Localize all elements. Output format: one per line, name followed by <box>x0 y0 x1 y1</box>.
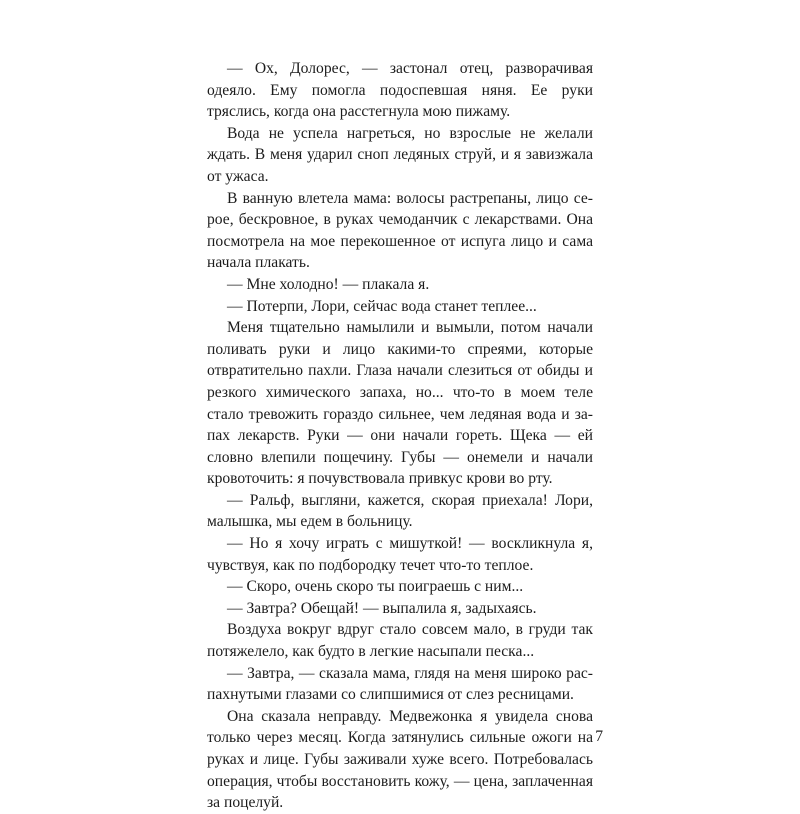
paragraph: Она сказала неправду. Медвежонка я увидела снова только через месяц. Когда затянулись сильные ожоги на руках и лице. Губы заживали хуже всего. Потребовалась операция, чтобы восстановить кожу, — цена, заплаченная за поцелуй. <box>207 707 593 812</box>
paragraph: Воздуха вокруг вдруг стало совсем мало, в груди так потяжелело, как будто в легкие насыпали песка... <box>207 621 593 661</box>
paragraph: — Завтра, — сказала мама, глядя на меня широко распахнутыми глазами со слипшимися от слез ресницами. <box>207 664 593 704</box>
paragraph: — Завтра? Обещай! — выпалила я, задыхаясь. <box>227 599 537 617</box>
body-text <box>207 58 593 814</box>
paragraph: — Ох, Долорес, — застонал отец, разворачивая одеяло. Ему помогла подоспевшая няня. Ее руки тряслись, когда она расстегнула мою пижаму. <box>207 60 593 121</box>
page-number: 7 <box>595 728 603 745</box>
paragraph: — Но я хочу играть с мишуткой! — воскликнула я, чувствуя, как по подбородку течет что-то теплое. <box>207 535 593 574</box>
paragraph: Меня тщательно намылили и вымыли, потом начали поливать руки и лицо какими-то спреями, которые отвратительно пахли. Глаза начали слезиться от обиды и резкого химического запаха, но... что-то в моем теле стало тревожить гораздо сильнее, чем ледяная вода и запах лекарств. Руки — они начали гореть. Щека — ей словно влепили пощечину. Губы — онемели и начали кровоточить: я почувствовала привкус крови во рту. <box>207 319 593 488</box>
paragraph: — Мне холодно! — плакала я. <box>227 275 430 293</box>
paragraph: В ванную влетела мама: волосы растрепаны, лицо серое, бескровное, в руках чемоданчик с лекарствами. Она посмотрела на мое перекошенное от испуга лицо и сама начала плакать. <box>207 189 593 272</box>
paragraph: — Ральф, выгляни, кажется, скорая приехала! Лори, малышка, мы едем в больницу. <box>207 491 593 531</box>
paragraph: — Потерпи, Лори, сейчас вода станет теплее... <box>227 297 537 315</box>
paragraph: — Скоро, очень скоро ты поиграешь с ним... <box>227 578 524 596</box>
paragraph: Вода не успела нагреться, но взрослые не желали ждать. В меня ударил сноп ледяных струй, и я завизжала от ужаса. <box>207 124 593 185</box>
